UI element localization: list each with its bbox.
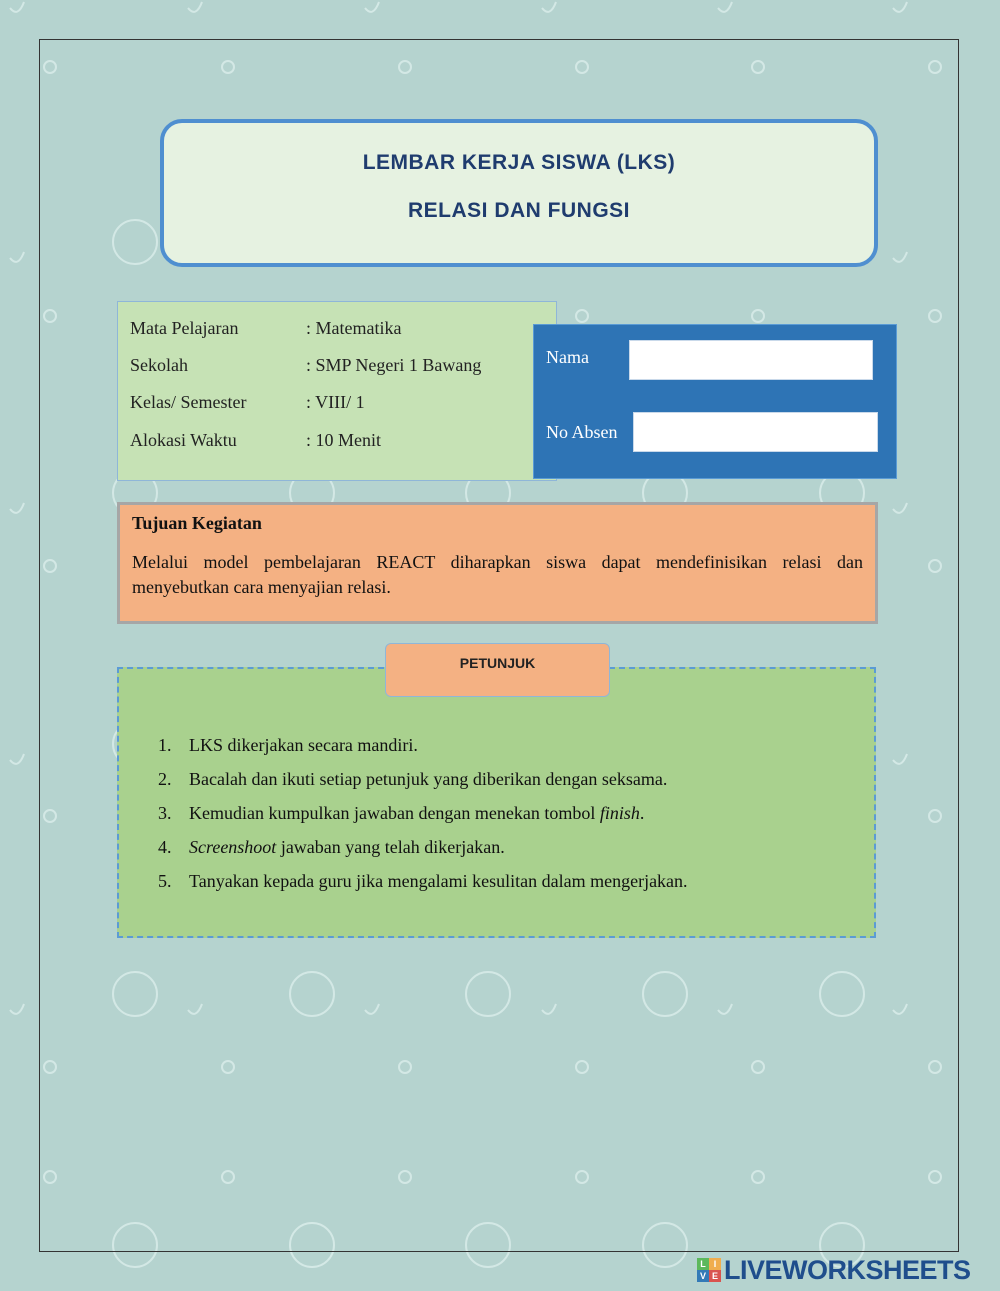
worksheet-title: LEMBAR KERJA SISWA (LKS) xyxy=(362,151,676,174)
item-text-end: . xyxy=(639,803,645,823)
bubble-arc xyxy=(10,503,24,513)
info-value: : SMP Negeri 1 Bawang xyxy=(306,355,482,375)
item-text: Bacalah dan ikuti setiap petunjuk yang diberikan dengan seksama. xyxy=(189,769,668,789)
bubble-arc xyxy=(718,2,732,12)
worksheet-subtitle: RELASI DAN FUNGSI xyxy=(407,199,630,222)
info-box xyxy=(117,301,557,481)
item-text: Tanyakan kepada guru jika mengalami kesulitan dalam mengerjakan. xyxy=(189,871,688,891)
info-label: Mata Pelajaran xyxy=(130,318,239,338)
bubble-arc xyxy=(365,2,379,12)
logo-letter: E xyxy=(709,1270,721,1282)
info-label: Kelas/ Semester xyxy=(130,392,247,412)
item-number: 5. xyxy=(158,871,172,891)
instruction-item xyxy=(158,803,688,837)
instruction-item xyxy=(158,769,688,803)
instructions-list xyxy=(158,735,688,905)
bubble-arc xyxy=(10,754,24,764)
info-value: : 10 Menit xyxy=(306,430,381,450)
bubble-arc xyxy=(893,2,907,12)
item-text: Kemudian kumpulkan jawaban dengan menekan tombol xyxy=(189,803,600,823)
item-number: 3. xyxy=(158,803,172,823)
liveworksheets-wordmark: LIVEWORKSHEETS xyxy=(724,1255,971,1285)
name-input[interactable] xyxy=(629,340,873,380)
bubble-arc xyxy=(10,252,24,262)
item-emphasis: finish xyxy=(599,803,640,823)
goal-text: Melalui model pembelajaran REACT diharapkan siswa dapat mendefinisikan relasi dan menyebutkan cara menyajian relasi. xyxy=(132,552,863,597)
instruction-item xyxy=(158,735,688,769)
item-number: 4. xyxy=(158,837,172,857)
info-value: : VIII/ 1 xyxy=(306,392,365,412)
info-value: : Matematika xyxy=(306,318,402,338)
liveworksheets-brand[interactable] xyxy=(697,1255,997,1287)
item-number: 2. xyxy=(158,769,172,789)
item-text: LKS dikerjakan secara mandiri. xyxy=(189,735,418,755)
instruction-item xyxy=(158,871,688,905)
title-box xyxy=(160,119,878,267)
item-number: 1. xyxy=(158,735,172,755)
absen-label: No Absen xyxy=(546,422,618,442)
instructions-tab: PETUNJUK xyxy=(385,643,610,697)
student-identity-box xyxy=(533,324,897,479)
goal-box xyxy=(117,502,878,624)
item-text-end: jawaban yang telah dikerjakan. xyxy=(276,837,505,857)
bubble-arc xyxy=(542,2,556,12)
logo-letter: L xyxy=(697,1258,709,1270)
bubble-arc xyxy=(188,2,202,12)
instruction-item xyxy=(158,837,688,871)
info-label: Alokasi Waktu xyxy=(130,430,237,450)
absen-input[interactable] xyxy=(633,412,878,452)
bubble-arc xyxy=(10,2,24,12)
name-label: Nama xyxy=(546,347,589,367)
liveworksheets-logo-icon xyxy=(697,1258,721,1282)
bubble-arc xyxy=(10,1004,24,1014)
logo-letter: I xyxy=(709,1258,721,1270)
goal-heading: Tujuan Kegiatan xyxy=(132,513,262,533)
logo-letter: V xyxy=(697,1270,709,1282)
item-emphasis: Screenshoot xyxy=(189,837,277,857)
info-label: Sekolah xyxy=(130,355,188,375)
